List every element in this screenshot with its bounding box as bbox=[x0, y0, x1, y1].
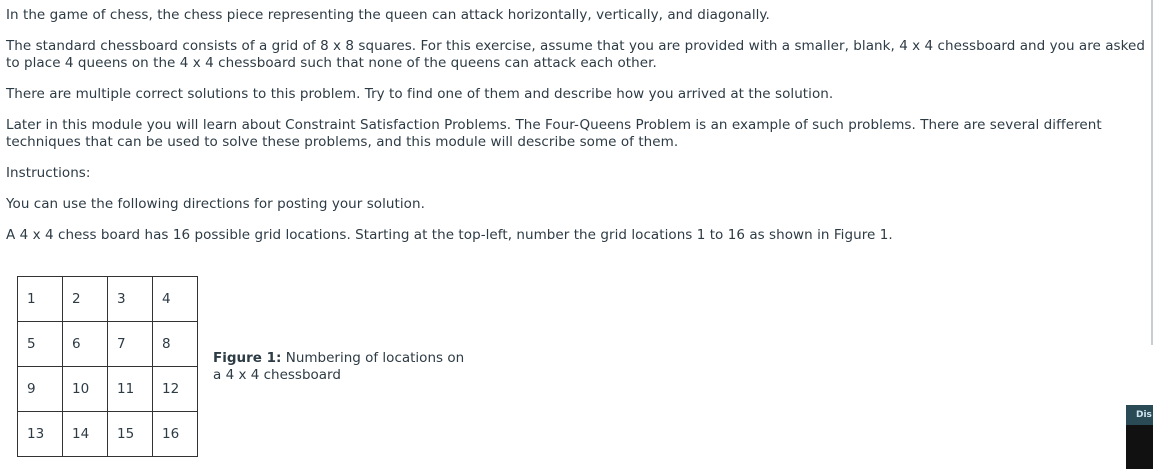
board-cell: 14 bbox=[63, 412, 108, 457]
board-cell: 2 bbox=[63, 277, 108, 322]
board-cell: 7 bbox=[108, 322, 153, 367]
board-cell: 8 bbox=[153, 322, 198, 367]
paragraph-queen-moves: In the game of chess, the chess piece representing the queen can attack horizontally, vertically, and diagonally. bbox=[6, 7, 770, 23]
side-panel bbox=[1126, 425, 1153, 469]
paragraph-csp-intro: Later in this module you will learn about Constraint Satisfaction Problems. The Four-Queens Problem is an example of such problems. There are several different techniques that can be used to solve these problems, and this module will describe some of them. bbox=[6, 117, 1102, 150]
board-cell: 12 bbox=[153, 367, 198, 412]
paragraph-grid-numbering: A 4 x 4 chess board has 16 possible grid locations. Starting at the top-left, number the grid locations 1 to 16 as shown in Figure 1. bbox=[6, 227, 893, 243]
board-cell: 3 bbox=[108, 277, 153, 322]
board-row bbox=[18, 277, 198, 322]
board-cell: 5 bbox=[18, 322, 63, 367]
figure-caption-text: Numbering of locations on a 4 x 4 chessboard bbox=[213, 349, 465, 383]
assignment-body bbox=[6, 7, 1146, 258]
instructions-heading: Instructions: bbox=[6, 165, 91, 181]
board-row bbox=[18, 367, 198, 412]
paragraph-posting-directions: You can use the following directions for posting your solution. bbox=[6, 196, 425, 212]
board-cell: 4 bbox=[153, 277, 198, 322]
figure-label: Figure 1: bbox=[213, 349, 282, 366]
discussion-tab[interactable]: Dis bbox=[1126, 405, 1153, 425]
figure-1 bbox=[17, 276, 473, 457]
board-cell: 13 bbox=[18, 412, 63, 457]
paragraph-board-description: The standard chessboard consists of a grid of 8 x 8 squares. For this exercise, assume that you are provided with a smaller, blank, 4 x 4 chessboard and you are asked to place 4 queens on the 4 x 4 chessboard such that none of the queens can attack each other. bbox=[6, 38, 1145, 71]
board-cell: 1 bbox=[18, 277, 63, 322]
paragraph-multiple-solutions: There are multiple correct solutions to this problem. Try to find one of them and describe how you arrived at the solution. bbox=[6, 86, 834, 102]
figure-caption bbox=[213, 350, 473, 384]
board-row bbox=[18, 322, 198, 367]
board-cell: 11 bbox=[108, 367, 153, 412]
board-cell: 10 bbox=[63, 367, 108, 412]
board-cell: 9 bbox=[18, 367, 63, 412]
board-cell: 15 bbox=[108, 412, 153, 457]
board-cell: 16 bbox=[153, 412, 198, 457]
chessboard-table bbox=[17, 276, 198, 457]
board-cell: 6 bbox=[63, 322, 108, 367]
board-row bbox=[18, 412, 198, 457]
